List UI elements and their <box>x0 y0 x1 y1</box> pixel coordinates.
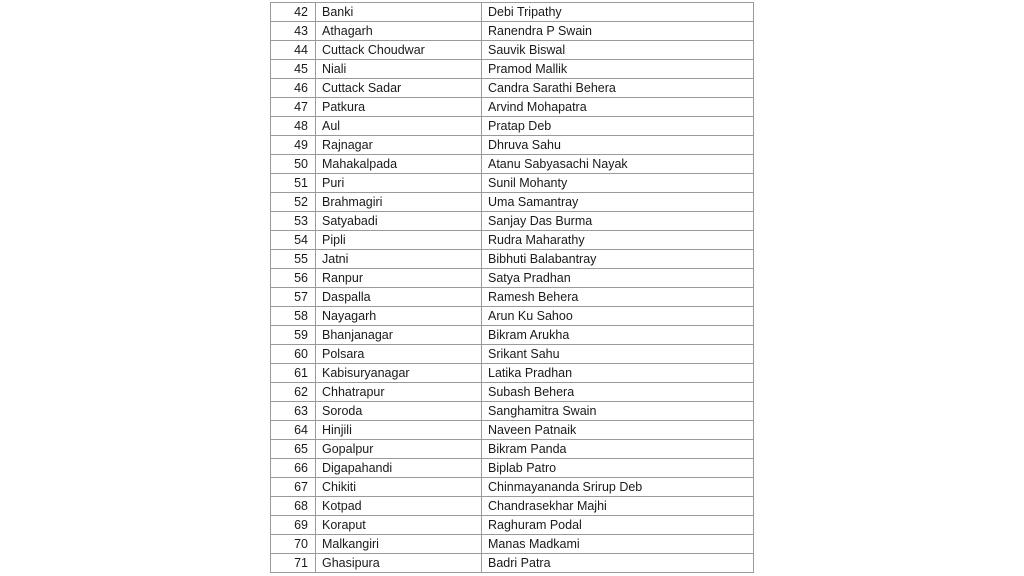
row-number: 53 <box>271 212 316 231</box>
constituency-name: Bhanjanagar <box>316 326 482 345</box>
table-row <box>271 269 754 288</box>
table-row <box>271 3 754 22</box>
constituency-name: Satyabadi <box>316 212 482 231</box>
candidate-name: Dhruva Sahu <box>482 136 754 155</box>
table-row <box>271 193 754 212</box>
candidate-name: Latika Pradhan <box>482 364 754 383</box>
row-number: 47 <box>271 98 316 117</box>
row-number: 60 <box>271 345 316 364</box>
table-row <box>271 41 754 60</box>
candidate-name: Rudra Maharathy <box>482 231 754 250</box>
candidate-name: Biplab Patro <box>482 459 754 478</box>
table-row <box>271 250 754 269</box>
constituency-name: Mahakalpada <box>316 155 482 174</box>
row-number: 68 <box>271 497 316 516</box>
table-row <box>271 60 754 79</box>
table-row <box>271 288 754 307</box>
table-row <box>271 345 754 364</box>
candidate-name: Debi Tripathy <box>482 3 754 22</box>
candidate-name: Bikram Arukha <box>482 326 754 345</box>
constituency-name: Kotpad <box>316 497 482 516</box>
table-row <box>271 22 754 41</box>
table-row <box>271 440 754 459</box>
row-number: 54 <box>271 231 316 250</box>
constituency-name: Aul <box>316 117 482 136</box>
row-number: 44 <box>271 41 316 60</box>
constituency-name: Chhatrapur <box>316 383 482 402</box>
candidate-name: Ranendra P Swain <box>482 22 754 41</box>
table-row <box>271 212 754 231</box>
row-number: 46 <box>271 79 316 98</box>
table-row <box>271 307 754 326</box>
table-row <box>271 535 754 554</box>
constituency-name: Hinjili <box>316 421 482 440</box>
row-number: 62 <box>271 383 316 402</box>
candidate-name: Naveen Patnaik <box>482 421 754 440</box>
row-number: 56 <box>271 269 316 288</box>
constituency-name: Gopalpur <box>316 440 482 459</box>
row-number: 64 <box>271 421 316 440</box>
constituency-name: Daspalla <box>316 288 482 307</box>
row-number: 69 <box>271 516 316 535</box>
row-number: 66 <box>271 459 316 478</box>
constituency-name: Kabisuryanagar <box>316 364 482 383</box>
candidate-name: Ramesh Behera <box>482 288 754 307</box>
candidate-name: Bikram Panda <box>482 440 754 459</box>
table-row <box>271 174 754 193</box>
table-row <box>271 326 754 345</box>
constituency-name: Polsara <box>316 345 482 364</box>
row-number: 49 <box>271 136 316 155</box>
candidate-name: Sanjay Das Burma <box>482 212 754 231</box>
constituency-name: Malkangiri <box>316 535 482 554</box>
row-number: 48 <box>271 117 316 136</box>
constituency-name: Niali <box>316 60 482 79</box>
candidate-name: Pramod Mallik <box>482 60 754 79</box>
table-row <box>271 497 754 516</box>
table-row <box>271 79 754 98</box>
candidate-name: Raghuram Podal <box>482 516 754 535</box>
constituency-name: Ranpur <box>316 269 482 288</box>
row-number: 70 <box>271 535 316 554</box>
row-number: 67 <box>271 478 316 497</box>
row-number: 55 <box>271 250 316 269</box>
constituency-name: Nayagarh <box>316 307 482 326</box>
table-row <box>271 155 754 174</box>
candidate-table-body <box>271 3 754 573</box>
constituency-name: Soroda <box>316 402 482 421</box>
row-number: 63 <box>271 402 316 421</box>
candidate-name: Chandrasekhar Majhi <box>482 497 754 516</box>
candidate-name: Arvind Mohapatra <box>482 98 754 117</box>
candidate-name: Sauvik Biswal <box>482 41 754 60</box>
row-number: 59 <box>271 326 316 345</box>
candidate-name: Satya Pradhan <box>482 269 754 288</box>
candidate-name: Chinmayananda Srirup Deb <box>482 478 754 497</box>
constituency-name: Athagarh <box>316 22 482 41</box>
candidate-name: Subash Behera <box>482 383 754 402</box>
table-row <box>271 231 754 250</box>
table-row <box>271 383 754 402</box>
candidate-name: Manas Madkami <box>482 535 754 554</box>
constituency-name: Cuttack Sadar <box>316 79 482 98</box>
candidate-name: Atanu Sabyasachi Nayak <box>482 155 754 174</box>
row-number: 45 <box>271 60 316 79</box>
table-row <box>271 364 754 383</box>
row-number: 57 <box>271 288 316 307</box>
constituency-name: Banki <box>316 3 482 22</box>
row-number: 42 <box>271 3 316 22</box>
row-number: 58 <box>271 307 316 326</box>
constituency-name: Jatni <box>316 250 482 269</box>
table-row <box>271 98 754 117</box>
constituency-name: Digapahandi <box>316 459 482 478</box>
row-number: 71 <box>271 554 316 573</box>
candidate-list-sheet <box>270 2 754 573</box>
candidate-name: Pratap Deb <box>482 117 754 136</box>
candidate-name: Candra Sarathi Behera <box>482 79 754 98</box>
candidate-name: Bibhuti Balabantray <box>482 250 754 269</box>
row-number: 43 <box>271 22 316 41</box>
candidate-name: Sunil Mohanty <box>482 174 754 193</box>
constituency-name: Patkura <box>316 98 482 117</box>
constituency-name: Puri <box>316 174 482 193</box>
table-row <box>271 516 754 535</box>
constituency-name: Pipli <box>316 231 482 250</box>
constituency-name: Brahmagiri <box>316 193 482 212</box>
table-row <box>271 478 754 497</box>
table-row <box>271 459 754 478</box>
candidate-name: Arun Ku Sahoo <box>482 307 754 326</box>
table-row <box>271 117 754 136</box>
constituency-name: Ghasipura <box>316 554 482 573</box>
table-row <box>271 421 754 440</box>
candidate-table <box>270 2 754 573</box>
constituency-name: Rajnagar <box>316 136 482 155</box>
table-row <box>271 402 754 421</box>
candidate-name: Uma Samantray <box>482 193 754 212</box>
constituency-name: Cuttack Choudwar <box>316 41 482 60</box>
table-row <box>271 136 754 155</box>
candidate-name: Srikant Sahu <box>482 345 754 364</box>
constituency-name: Koraput <box>316 516 482 535</box>
candidate-name: Sanghamitra Swain <box>482 402 754 421</box>
row-number: 52 <box>271 193 316 212</box>
row-number: 50 <box>271 155 316 174</box>
table-row <box>271 554 754 573</box>
row-number: 65 <box>271 440 316 459</box>
row-number: 51 <box>271 174 316 193</box>
constituency-name: Chikiti <box>316 478 482 497</box>
candidate-name: Badri Patra <box>482 554 754 573</box>
row-number: 61 <box>271 364 316 383</box>
